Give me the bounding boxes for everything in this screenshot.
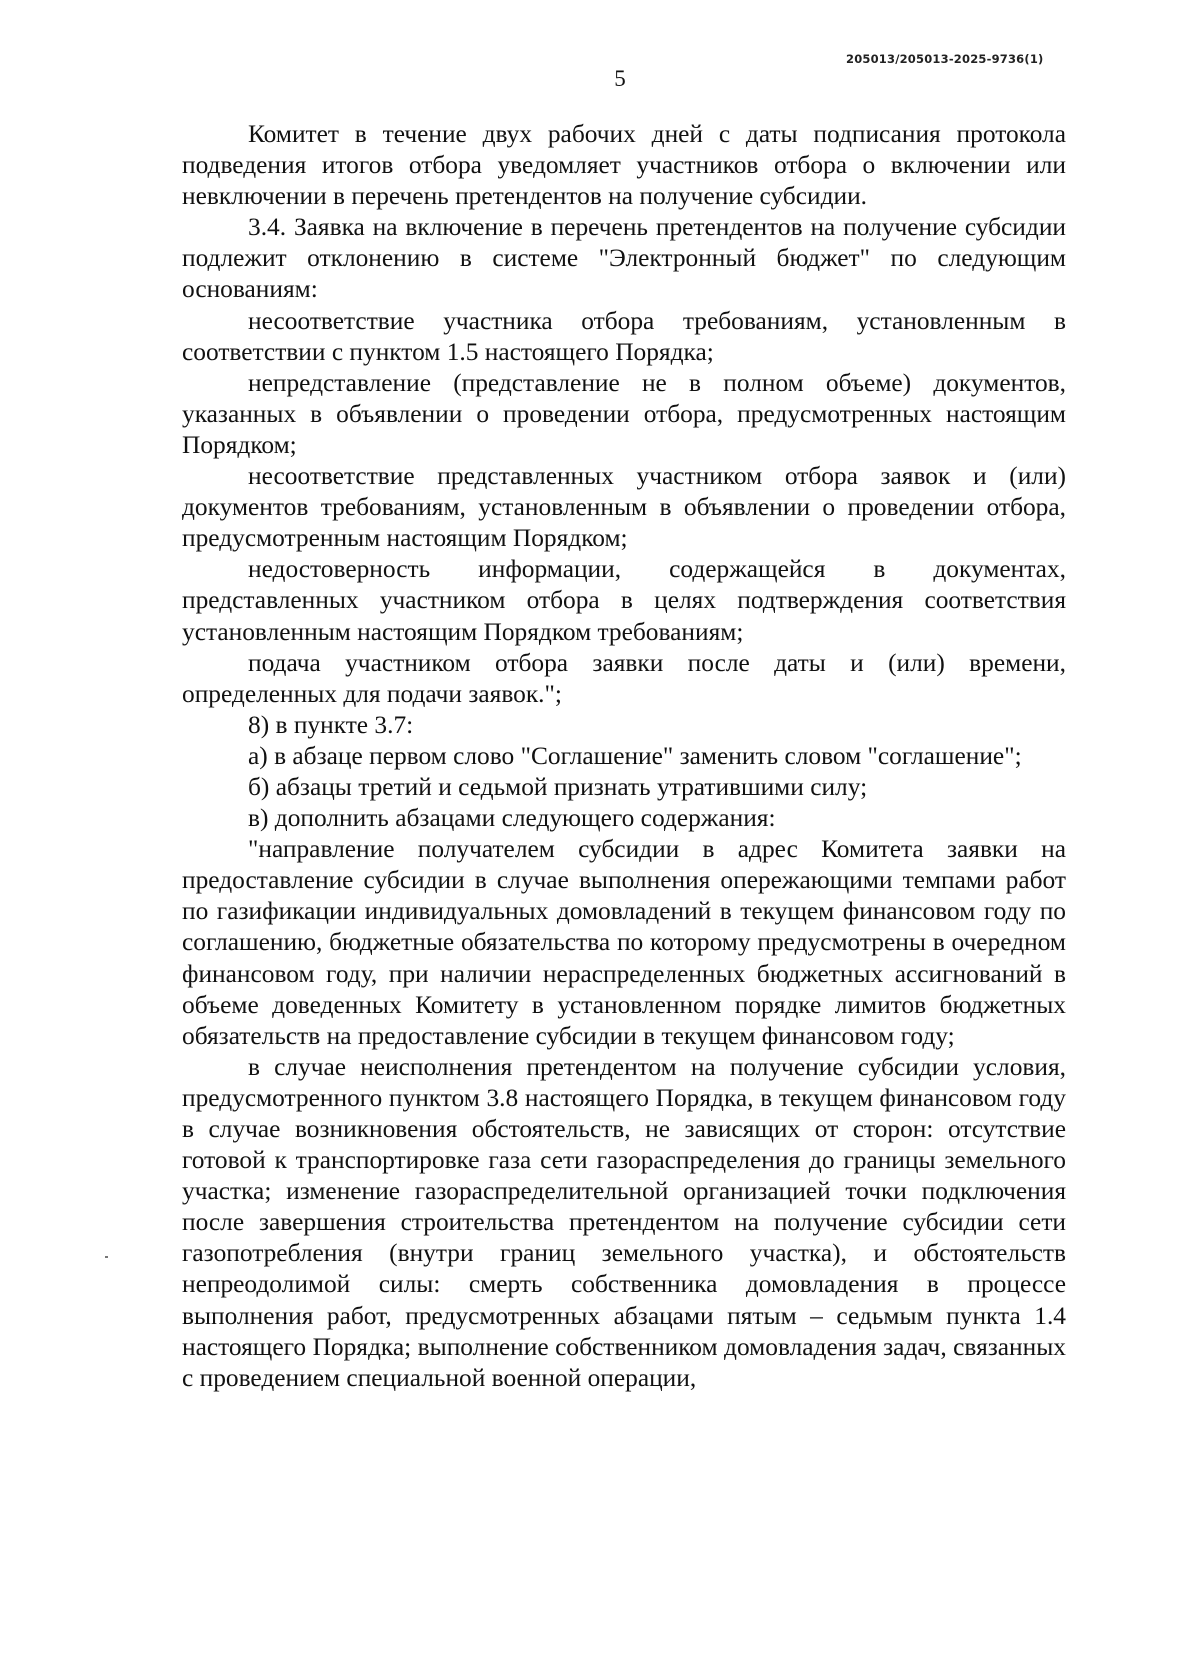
paragraph: 8) в пункте 3.7: xyxy=(248,710,414,739)
paragraph: недостоверность информации, содержащейся в документах, представленных участником отбора в целях подтверждения соответствия установленным настоящим Порядком требованиям; xyxy=(182,555,1066,646)
paragraph: непредставление (представление не в полном объеме) документов, указанных в объявлении о проведении отбора, предусмотренных настоящим Порядком; xyxy=(182,368,1066,459)
paragraph: в) дополнить абзацами следующего содержания: xyxy=(248,804,776,833)
paragraph: а) в абзаце первом слово "Соглашение" заменить словом "соглашение"; xyxy=(248,741,1022,770)
page-number: 5 xyxy=(614,66,626,91)
paragraph: "направление получателем субсидии в адрес Комитета заявки на предоставление субсидии в случае выполнения опережающими темпами работ по газификации индивидуальных домовладений в текущем финансовом году по соглашению, бюджетные обязательства по которому предусмотрены в очередном финансовом году, при наличии нераспределенных бюджетных ассигнований в объеме доведенных Комитету в установленном порядке лимитов бюджетных обязательств на предоставление субсидии в текущем финансовом году; xyxy=(182,835,1066,1050)
paragraph: в случае неисполнения претендентом на получение субсидии условия, предусмотренного пунктом 3.8 настоящего Порядка, в текущем финансовом году в случае возникновения обстоятельств, не зависящих от сторон: отсутствие готовой к транспортировке газа сети газораспределения до границы земельного участка; изменение газораспределительной организацией точки подключения после завершения строительства претендентом на получение субсидии сети газопотребления (внутри границ земельного участка), и обстоятельств непреодолимой силы: смерть собственника домовладения в процессе выполнения работ, предусмотренных абзацами пятым – седьмым пункта 1.4 настоящего Порядка; выполнение собственником домовладения задач, связанных с проведением специальной военной операции, xyxy=(182,1052,1066,1392)
document-body xyxy=(182,119,1066,1394)
scan-speck xyxy=(105,1256,108,1258)
paragraph: несоответствие представленных участником отбора заявок и (или) документов требованиям, установленным в объявлении о проведении отбора, предусмотренным настоящим Порядком; xyxy=(182,462,1066,553)
paragraph: б) абзацы третий и седьмой признать утратившими силу; xyxy=(248,772,868,801)
paragraph: Комитет в течение двух рабочих дней с даты подписания протокола подведения итогов отбора уведомляет участников отбора о включении или невключении в перечень претендентов на получение субсидии. xyxy=(182,120,1066,211)
paragraph: подача участником отбора заявки после даты и (или) времени, определенных для подачи заявок."; xyxy=(182,648,1066,708)
paragraph: несоответствие участника отбора требованиям, установленным в соответствии с пунктом 1.5 настоящего Порядка; xyxy=(182,306,1066,366)
paragraph: 3.4. Заявка на включение в перечень претендентов на получение субсидии подлежит отклонению в системе "Электронный бюджет" по следующим основаниям: xyxy=(182,213,1066,304)
document-id: 205013/205013-2025-9736(1) xyxy=(846,52,1044,66)
